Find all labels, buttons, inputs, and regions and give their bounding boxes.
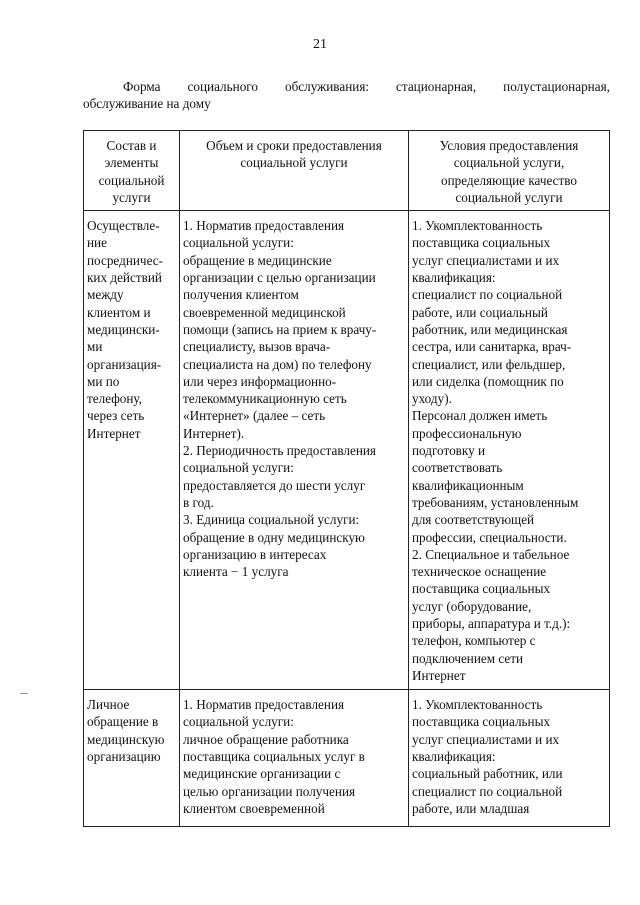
service-form-paragraph xyxy=(83,78,610,112)
text-line: 3. Единица социальной услуги: xyxy=(183,512,360,528)
text-line: между xyxy=(87,287,124,303)
text-line: Состав и xyxy=(106,138,157,153)
text-line: услуг специалистами и их xyxy=(412,731,560,747)
text-line: услуг специалистами и их xyxy=(412,252,560,268)
intro-word: Форма xyxy=(123,79,161,94)
cell-volume-terms xyxy=(180,211,409,690)
text-line: через сеть xyxy=(87,408,145,424)
text-line: социальной xyxy=(98,172,165,188)
text-line: соответствовать xyxy=(412,460,503,476)
text-line: телекоммуникационную сеть xyxy=(183,391,347,407)
text-line: социальной услуги, xyxy=(453,155,565,171)
text-line: организации с целью организации xyxy=(183,270,376,286)
text-line: посредничес- xyxy=(87,252,163,268)
text-line: Интернет xyxy=(412,667,466,683)
text-line: поставщика социальных xyxy=(412,714,551,730)
intro-word: стационарная, xyxy=(396,79,477,94)
text-line: Условия предоставления xyxy=(439,138,579,153)
text-line: телефону, xyxy=(87,391,142,407)
text-line: Объем и сроки предоставления xyxy=(206,138,382,153)
text-line: телефон, компьютер с xyxy=(412,633,536,649)
cell-quality-conditions xyxy=(409,690,610,827)
text-line: клиента − 1 услуга xyxy=(183,564,289,580)
text-line: обращение в одну медицинскую xyxy=(183,529,365,545)
text-line: требованиям, установленным xyxy=(412,494,579,510)
header-quality-conditions xyxy=(409,131,610,211)
page-number: 21 xyxy=(313,37,327,52)
text-line: организацию в интересах xyxy=(183,546,327,562)
margin-mark xyxy=(20,693,28,694)
text-line: получения клиентом xyxy=(183,287,299,303)
text-line: Личное xyxy=(87,697,130,713)
text-line: 1. Укомплектованность xyxy=(412,218,543,234)
text-line: квалификация: xyxy=(412,749,496,765)
text-line: профессиональную xyxy=(412,425,522,441)
text-line: или сиделка (помощник по xyxy=(412,373,564,389)
cell-quality-conditions xyxy=(409,211,610,690)
text-line: помощи (запись на прием к врачу- xyxy=(183,321,377,337)
table-row xyxy=(84,211,610,690)
text-line: услуг (оборудование, xyxy=(412,598,532,614)
text-line: социальной услуги xyxy=(240,155,348,171)
text-line: социальный работник, или xyxy=(412,766,563,782)
social-service-table xyxy=(83,130,610,827)
text-line: организация- xyxy=(87,356,162,372)
text-line: социальной услуги: xyxy=(183,714,294,730)
text-line: клиентом и xyxy=(87,304,151,320)
text-line: ми xyxy=(87,339,103,355)
text-line: элементы xyxy=(104,155,159,171)
text-line: работник, или медицинская xyxy=(412,321,568,337)
text-line: Осуществле- xyxy=(87,218,160,234)
text-line: обращение в xyxy=(87,714,159,730)
text-line: предоставляется до шести услуг xyxy=(183,477,366,493)
text-line: целью организации получения xyxy=(183,783,356,799)
text-line: специалиста на дом) по телефону xyxy=(183,356,372,372)
text-line: Интернет xyxy=(87,425,141,441)
text-line: поставщика социальных xyxy=(412,581,551,597)
text-line: социальной услуги xyxy=(455,189,563,205)
text-line: 1. Норматив предоставления xyxy=(183,218,345,234)
intro-word: социального xyxy=(187,79,258,94)
text-line: приборы, аппаратура и т.д.): xyxy=(412,616,571,632)
text-line: работе, или социальный xyxy=(412,304,548,320)
text-line: сестра, или санитарка, врач- xyxy=(412,339,572,355)
text-line: медицински- xyxy=(87,321,160,337)
text-line: 1. Укомплектованность xyxy=(412,697,543,713)
cell-service-name xyxy=(84,690,180,827)
intro-line-2: обслуживание на дому xyxy=(83,96,211,111)
text-line: 1. Норматив предоставления xyxy=(183,697,345,713)
text-line: медицинскую xyxy=(87,731,165,747)
text-line: Персонал должен иметь xyxy=(412,408,548,424)
text-line: ми по xyxy=(87,373,120,389)
text-line: социальной услуги: xyxy=(183,235,294,251)
text-line: квалификационным xyxy=(412,477,524,493)
cell-service-name xyxy=(84,211,180,690)
text-line: определяющие качество xyxy=(440,172,578,188)
text-line: работе, или младшая xyxy=(412,800,530,816)
cell-volume-terms xyxy=(180,690,409,827)
text-line: 2. Периодичность предоставления xyxy=(183,443,376,459)
header-composition xyxy=(84,131,180,211)
header-volume-terms xyxy=(180,131,409,211)
table-row xyxy=(84,690,610,827)
text-line: профессии, специальности. xyxy=(412,529,567,545)
text-line: социальной услуги: xyxy=(183,460,294,476)
text-line: специалисту, вызов врача- xyxy=(183,339,331,355)
text-line: квалификация: xyxy=(412,270,496,286)
text-line: в год. xyxy=(183,494,214,510)
text-line: поставщика социальных xyxy=(412,235,551,251)
text-line: техническое оснащение xyxy=(412,564,547,580)
text-line: поставщика социальных услуг в xyxy=(183,749,365,765)
text-line: ние xyxy=(87,235,107,251)
text-line: клиентом своевременной xyxy=(183,800,325,816)
text-line: своевременной медицинской xyxy=(183,304,346,320)
text-line: подключением сети xyxy=(412,650,524,666)
text-line: медицинские организации с xyxy=(183,766,341,782)
text-line: специалист по социальной xyxy=(412,287,563,303)
table-header-row xyxy=(84,131,610,211)
text-line: специалист, или фельдшер, xyxy=(412,356,566,372)
text-line: обращение в медицинские xyxy=(183,252,332,268)
text-line: подготовку и xyxy=(412,443,486,459)
text-line: или через информационно- xyxy=(183,373,337,389)
text-line: Интернет). xyxy=(183,425,245,441)
text-line: личное обращение работника xyxy=(183,731,349,747)
intro-line-1 xyxy=(83,78,610,95)
text-line: для соответствующей xyxy=(412,512,535,528)
intro-word: полустационарная, xyxy=(503,79,610,94)
text-line: уходу). xyxy=(412,391,452,407)
text-line: специалист по социальной xyxy=(412,783,563,799)
text-line: услуги xyxy=(112,189,151,205)
intro-word: обслуживания: xyxy=(284,79,370,94)
text-line: организацию xyxy=(87,749,161,765)
text-line: ких действий xyxy=(87,270,162,286)
text-line: «Интернет» (далее – сеть xyxy=(183,408,326,424)
text-line: 2. Специальное и табельное xyxy=(412,546,570,562)
